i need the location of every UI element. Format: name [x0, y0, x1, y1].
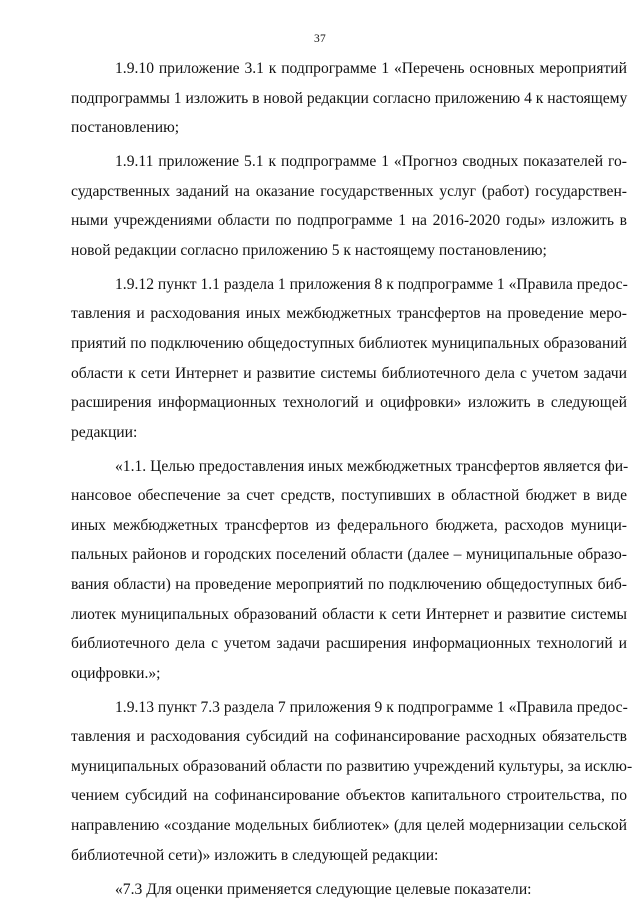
text-line: оцифровки.»;	[71, 664, 161, 682]
text-line: тавления и расходования иных межбюджетных трансфертов на проведение меро-	[71, 305, 627, 323]
text-line: библиотечного дела с учетом задачи расширения информационных технологий и	[71, 635, 627, 653]
text-line: чением субсидий на софинансирование объектов капитального строительства, по	[71, 787, 627, 805]
paragraph-1-9-12	[71, 270, 627, 448]
paragraph-quote-7-3	[71, 875, 627, 905]
text-line: постановлению;	[71, 119, 180, 137]
text-line: сударственных заданий на оказание государственных услуг (работ) государствен-	[71, 182, 627, 200]
page-number: 37	[314, 33, 326, 45]
text-line: области к сети Интернет и развитие системы библиотечного дела с учетом задачи	[71, 364, 627, 382]
text-line: приятий по подключению общедоступных библиотек муниципальных образований	[71, 334, 627, 352]
paragraph-1-9-11	[71, 147, 627, 265]
text-line: «1.1. Целью предоставления иных межбюджетных трансфертов является фи-	[115, 457, 629, 475]
text-line: вания области) на проведение мероприятий по подключению общедоступных биб-	[71, 575, 627, 593]
text-line: 1.9.12 пункт 1.1 раздела 1 приложения 8 к подпрограмме 1 «Правила предос-	[115, 275, 628, 293]
text-line: ными учреждениями области по подпрограмме 1 на 2016-2020 годы» изложить в	[71, 212, 627, 230]
text-line: тавления и расходования субсидий на софинансирование расходных обязательств	[71, 728, 627, 746]
text-line: направлению «создание модельных библиотек» (для целей модернизации сельской	[71, 817, 627, 835]
text-line: новой редакции согласно приложению 5 к настоящему постановлению;	[71, 241, 547, 259]
text-line: редакции:	[71, 423, 138, 441]
paragraph-quote-1-1	[71, 452, 627, 689]
text-line: «7.3 Для оценки применяется следующие целевые показатели:	[115, 880, 532, 898]
text-line: 1.9.13 пункт 7.3 раздела 7 приложения 9 к подпрограмме 1 «Правила предос-	[115, 698, 628, 716]
document-body	[71, 54, 633, 908]
paragraph-1-9-10	[71, 54, 627, 143]
text-line: пальных районов и городских поселений области (далее – муниципальные образо-	[71, 546, 627, 564]
text-line: 1.9.10 приложение 3.1 к подпрограмме 1 «Перечень основных мероприятий	[115, 60, 627, 77]
text-line: иных межбюджетных трансфертов из федерального бюджета, расходов муници-	[71, 516, 627, 534]
text-line: муниципальных образований области по развитию учреждений культуры, за исклю-	[71, 757, 633, 775]
text-line: подпрограммы 1 изложить в новой редакции согласно приложению 4 к настоящему	[71, 89, 628, 107]
text-line: нансовое обеспечение за счет средств, поступивших в областной бюджет в виде	[71, 487, 627, 505]
text-line: расширения информационных технологий и оцифровки» изложить в следующей	[71, 394, 627, 412]
text-line: 1.9.11 приложение 5.1 к подпрограмме 1 «Прогноз сводных показателей го-	[115, 153, 627, 171]
paragraph-1-9-13	[71, 693, 633, 871]
text-line: библиотечной сети)» изложить в следующей редакции:	[71, 846, 439, 864]
text-line: лиотек муниципальных образований области к сети Интернет и развитие системы	[71, 605, 627, 623]
